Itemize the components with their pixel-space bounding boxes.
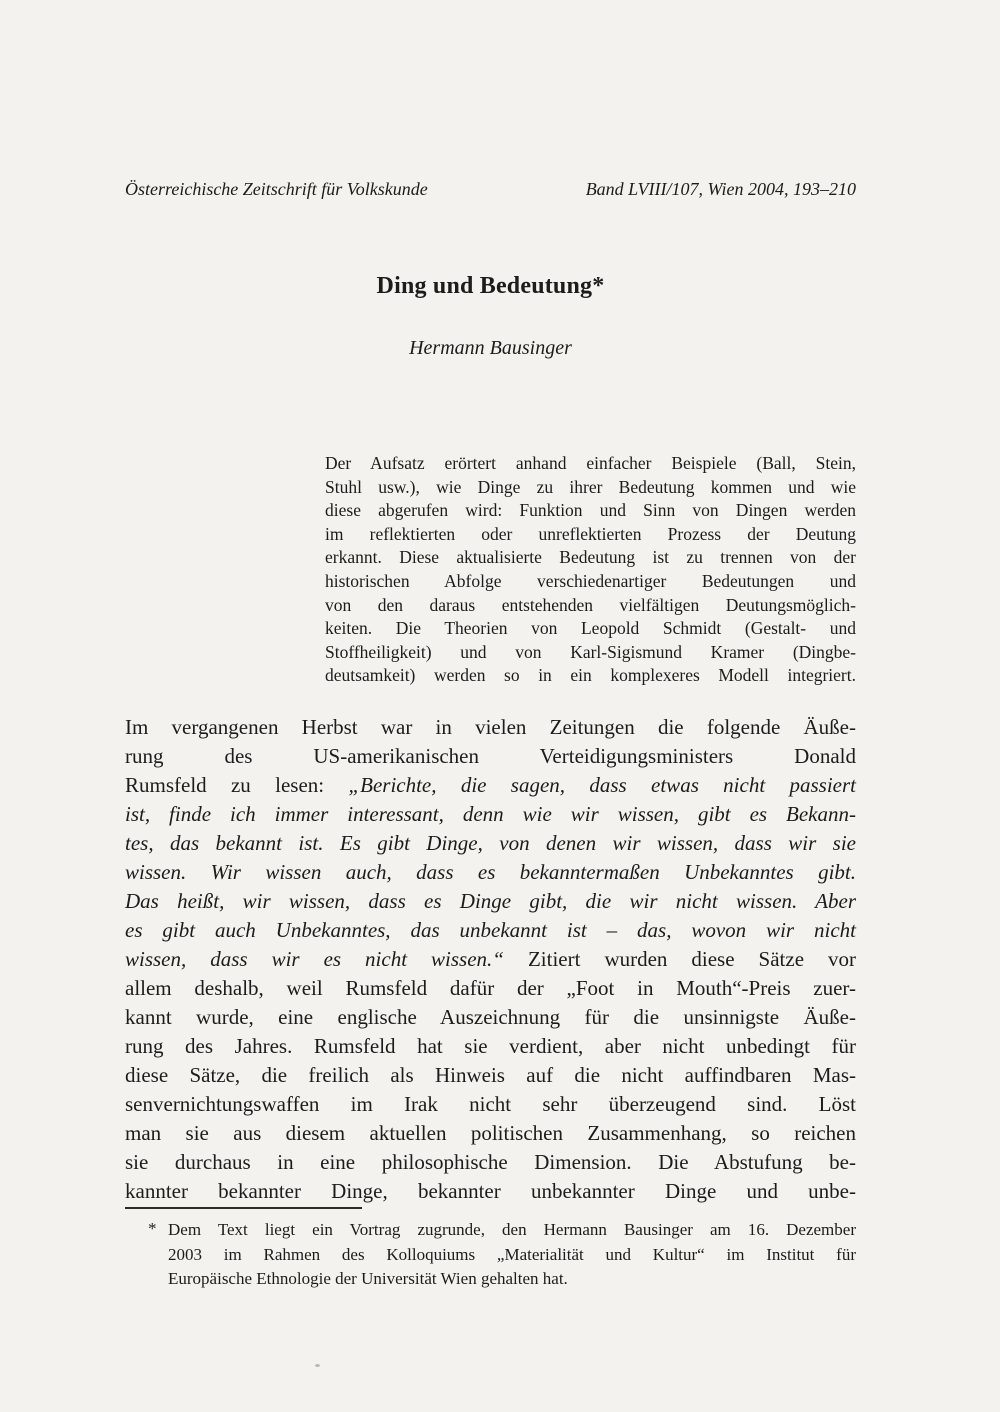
text-line: Im vergangenen Herbst war in vielen Zeitungen die folgende Äuße- (125, 714, 856, 739)
text-line: senvernichtungswaffen im Irak nicht sehr überzeugend sind. Löst (125, 1091, 856, 1116)
text-line: Das heißt, wir wissen, dass es Dinge gibt, die wir nicht wissen. Aber (125, 888, 856, 913)
text-line: rung des US-amerikanischen Verteidigungsministers Donald (125, 743, 856, 768)
text-line: kannter bekannter Dinge, bekannter unbekannter Dinge und unbe- (125, 1178, 856, 1203)
journal-title: Österreichische Zeitschrift für Volkskunde (125, 179, 428, 199)
body-text (125, 713, 856, 1206)
page-content (125, 0, 856, 1292)
text-line: Stoffheiligkeit) und von Karl-Sigismund Kramer (Dingbe- (325, 641, 856, 662)
text-line: rung des Jahres. Rumsfeld hat sie verdient, aber nicht unbedingt für (125, 1033, 856, 1058)
footnote-lines (168, 1218, 856, 1292)
issue-info: Band LVIII/107, Wien 2004, 193–210 (585, 179, 856, 199)
footnote (148, 1218, 856, 1292)
text-line: 2003 im Rahmen des Kolloquiums „Materialität und Kultur“ im Institut für (168, 1244, 856, 1264)
text-line: diese Sätze, die freilich als Hinweis auf die nicht auffindbaren Mas- (125, 1062, 856, 1087)
text-line: keiten. Die Theorien von Leopold Schmidt (Gestalt- und (325, 618, 856, 639)
text-line: tes, das bekannt ist. Es gibt Dinge, von denen wir wissen, dass wir sie (125, 830, 856, 855)
text-line: deutsamkeit) werden so in ein komplexeres Modell integriert. (325, 665, 856, 686)
text-line: Europäische Ethnologie der Universität Wien gehalten hat. (168, 1269, 568, 1289)
text-line: Stuhl usw.), wie Dinge zu ihrer Bedeutung kommen und wie (325, 476, 856, 497)
footnote-separator-rule (125, 1207, 362, 1209)
text-line: Dem Text liegt ein Vortrag zugrunde, den Hermann Bausinger am 16. Dezember (168, 1219, 856, 1239)
text-line: wissen, dass wir es nicht wissen.“ Zitiert wurden diese Sätze vor (125, 946, 856, 971)
text-line: von den daraus entstehenden vielfältigen Deutungsmöglich- (325, 594, 856, 615)
text-line: im reflektierten oder unreflektierten Prozess der Deutung (325, 523, 856, 544)
scan-artifact (315, 1364, 320, 1367)
article-title: Ding und Bedeutung* (376, 273, 605, 299)
author-name: Hermann Bausinger (409, 337, 572, 359)
text-line: kannt wurde, eine englische Auszeichnung für die unsinnigste Äuße- (125, 1004, 856, 1029)
footnote-marker: * (148, 1218, 157, 1238)
text-line: es gibt auch Unbekanntes, das unbekannt ist – das, wovon wir nicht (125, 917, 856, 942)
running-header (125, 178, 856, 200)
text-line: Der Aufsatz erörtert anhand einfacher Beispiele (Ball, Stein, (325, 453, 856, 473)
text-line: diese abgerufen wird: Funktion und Sinn von Dingen werden (325, 500, 856, 521)
text-line: wissen. Wir wissen auch, dass es bekanntermaßen Unbekanntes gibt. (125, 859, 856, 884)
text-line: sie durchaus in eine philosophische Dimension. Die Abstufung be- (125, 1149, 856, 1174)
abstract (325, 452, 856, 688)
text-line: allem deshalb, weil Rumsfeld dafür der „Foot in Mouth“-Preis zuer- (125, 975, 856, 1000)
text-line: erkannt. Diese aktualisierte Bedeutung ist zu trennen von der (325, 547, 856, 568)
text-line: historischen Abfolge verschiedenartiger Bedeutungen und (325, 570, 856, 591)
text-line: ist, finde ich immer interessant, denn wie wir wissen, gibt es Bekann- (125, 801, 856, 826)
text-line: Rumsfeld zu lesen: „Berichte, die sagen, dass etwas nicht passiert (125, 772, 856, 797)
text-line: man sie aus diesem aktuellen politischen Zusammenhang, so reichen (125, 1120, 856, 1145)
